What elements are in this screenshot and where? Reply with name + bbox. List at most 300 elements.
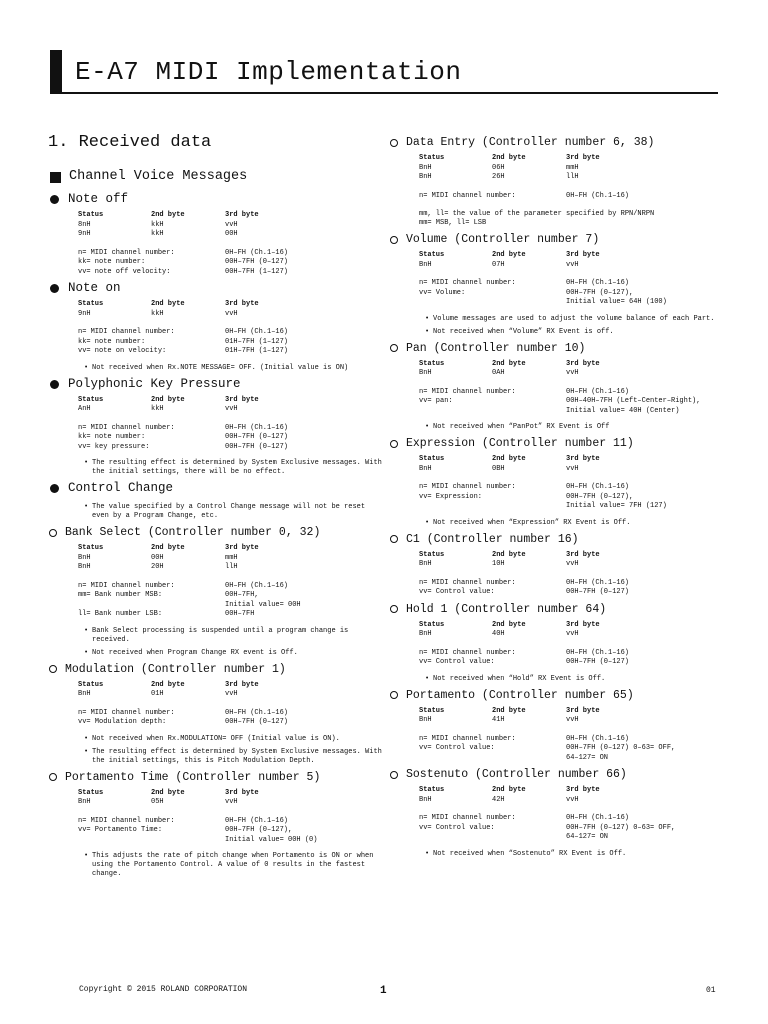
byte-cell: 8nH — [78, 220, 91, 229]
byte-table-row — [78, 405, 383, 415]
message-title-text: Hold 1 (Controller number 64) — [406, 602, 607, 616]
definition-row — [78, 338, 383, 348]
footer-copyright: Copyright © 2015 ROLAND CORPORATION — [79, 985, 248, 994]
parameter-definitions — [419, 649, 734, 668]
column-header: 3rd byte — [225, 680, 259, 689]
message-section — [48, 192, 383, 277]
hollow-bullet-icon — [390, 440, 398, 448]
byte-cell: BnH — [419, 369, 432, 377]
byte-cell: BnH — [78, 690, 91, 698]
definition-key: vv= pan: — [419, 397, 453, 405]
definition-value: 00H–7FH — [225, 610, 255, 618]
definition-value: 00H–7FH (0–127), Initial value= 7FH (127) — [566, 492, 667, 510]
byte-table — [78, 211, 383, 240]
note-item: • Not received when “Expression” RX Event is Off. — [433, 519, 734, 528]
subsection-heading — [48, 168, 383, 186]
definition-key: n= MIDI channel number: — [419, 279, 516, 287]
note-item: • The resulting effect is determined by System Exclusive messages. With the initial settings, there will be no effect. — [92, 459, 383, 477]
byte-cell: vvH — [225, 798, 238, 806]
byte-cell: BnH — [419, 560, 432, 568]
parameter-definitions — [419, 192, 734, 202]
message-title-text: Data Entry (Controller number 6, 38) — [406, 136, 655, 149]
byte-cell: BnH — [419, 795, 432, 804]
message-title-text: Modulation (Controller number 1) — [65, 662, 286, 676]
byte-cell: vvH — [225, 690, 238, 698]
message-title — [389, 602, 734, 617]
column-header: 3rd byte — [566, 706, 600, 715]
definition-row — [419, 735, 734, 745]
left-sections — [48, 192, 383, 879]
definition-key: vv= Portamento Time: — [78, 826, 163, 834]
byte-table-row — [419, 369, 734, 379]
definition-key: n= MIDI channel number: — [78, 708, 175, 717]
definition-row — [78, 328, 383, 338]
byte-table-header — [419, 786, 734, 796]
definition-value: 0H–FH (Ch.1–16) — [225, 328, 289, 336]
definition-value: 00H–7FH (0–127) — [566, 658, 630, 666]
definition-key: kk= note number: — [78, 433, 146, 441]
message-title — [48, 662, 383, 677]
parameter-definitions — [78, 424, 383, 453]
byte-cell: vvH — [566, 260, 579, 269]
byte-table-row — [419, 630, 734, 640]
definition-key: mm= Bank number MSB: — [78, 591, 163, 599]
definition-row — [419, 388, 734, 398]
byte-table-row — [78, 310, 383, 320]
byte-cell: 26H — [492, 173, 505, 181]
column-header: Status — [419, 359, 445, 368]
notes-list — [48, 852, 383, 879]
message-title-text: Volume (Controller number 7) — [406, 233, 600, 246]
message-section — [48, 377, 383, 478]
definition-row — [78, 424, 383, 434]
byte-cell: kkH — [151, 309, 164, 318]
message-title — [389, 232, 734, 247]
byte-table — [419, 551, 734, 570]
byte-cell: 00H — [225, 230, 238, 238]
definition-row — [78, 610, 383, 620]
column-header: Status — [419, 706, 445, 715]
definition-value: 01H–7FH (1–127) — [225, 337, 289, 346]
byte-table-header — [78, 544, 383, 554]
column-header: Status — [419, 154, 445, 162]
footer-code: 01 — [706, 986, 716, 995]
definition-key: kk= note number: — [78, 337, 146, 346]
definition-row — [78, 709, 383, 719]
byte-cell: vvH — [225, 405, 238, 413]
definition-key: vv= Control value: — [419, 744, 495, 752]
definition-row — [419, 658, 734, 668]
byte-table — [419, 621, 734, 640]
byte-cell: 0BH — [492, 464, 505, 473]
byte-table-header — [419, 707, 734, 717]
byte-table-header — [419, 251, 734, 261]
byte-table-row — [78, 563, 383, 573]
definition-key: n= MIDI channel number: — [419, 483, 516, 491]
note-item: • Bank Select processing is suspended until a program change is received. — [92, 627, 383, 645]
note-item: • The value specified by a Control Change message will not be reset even by a Program Change, etc. — [92, 503, 383, 521]
definition-value: 00H–7FH (0–127) — [225, 258, 289, 266]
note-item: • The resulting effect is determined by System Exclusive messages. With the initial settings, this is Pitch Modulation Depth. — [92, 748, 383, 766]
hollow-bullet-icon — [390, 771, 398, 779]
message-title-text: Pan (Controller number 10) — [406, 341, 586, 355]
message-title-text: Portamento Time (Controller number 5) — [65, 770, 321, 784]
definition-key: n= MIDI channel number: — [419, 734, 516, 743]
message-title — [48, 281, 383, 296]
byte-table — [419, 786, 734, 805]
message-section — [48, 481, 383, 521]
column-header: 2nd byte — [492, 154, 526, 162]
definition-key: n= MIDI channel number: — [419, 814, 516, 822]
message-section — [389, 135, 734, 228]
column-header: 3rd byte — [566, 455, 600, 463]
message-title — [389, 135, 734, 150]
byte-cell: BnH — [419, 260, 432, 269]
byte-cell: vvH — [566, 795, 579, 804]
parameter-definitions — [419, 483, 734, 512]
definition-key: n= MIDI channel number: — [78, 423, 175, 432]
column-header: 2nd byte — [492, 550, 526, 559]
byte-cell: 06H — [492, 163, 505, 172]
message-section — [48, 770, 383, 880]
byte-cell: 01H — [151, 690, 164, 698]
column-header: Status — [78, 544, 104, 552]
column-header: 3rd byte — [566, 251, 600, 259]
definition-row — [419, 814, 734, 824]
message-title-text: Note off — [68, 192, 129, 206]
right-sections — [389, 135, 734, 859]
definition-row — [78, 258, 383, 268]
byte-table — [419, 154, 734, 183]
byte-cell: llH — [566, 173, 579, 181]
message-title-text: Note on — [68, 281, 121, 295]
parameter-definitions — [78, 582, 383, 620]
definition-row — [78, 591, 383, 610]
definition-value: 00H–7FH (0–127) — [566, 588, 630, 596]
message-section — [389, 688, 734, 764]
column-header: 3rd byte — [225, 395, 259, 404]
byte-cell: vvH — [566, 630, 579, 638]
notes-list — [389, 519, 734, 528]
message-title-text: Polyphonic Key Pressure — [68, 376, 241, 391]
message-title-text: Portamento (Controller number 65) — [406, 688, 634, 702]
byte-table-header — [419, 154, 734, 164]
notes-list — [389, 850, 734, 859]
byte-table-row — [419, 465, 734, 475]
definition-value: 0H–FH (Ch.1–16) — [566, 734, 630, 743]
column-header: 3rd byte — [566, 620, 600, 629]
hollow-bullet-icon — [390, 535, 398, 543]
column-header: 2nd byte — [151, 395, 185, 404]
definition-row — [419, 588, 734, 598]
message-section — [389, 436, 734, 528]
footer-page-number: 1 — [380, 985, 387, 997]
definition-row — [78, 249, 383, 259]
definition-row — [78, 817, 383, 827]
definition-key: n= MIDI channel number: — [419, 578, 516, 587]
definition-key: n= MIDI channel number: — [78, 581, 175, 590]
filled-bullet-icon — [50, 195, 59, 204]
definition-row — [78, 347, 383, 357]
byte-cell: 41H — [492, 716, 505, 724]
definition-value: 0H–FH (Ch.1–16) — [225, 708, 289, 717]
column-header: Status — [419, 251, 445, 259]
byte-table — [78, 681, 383, 700]
definition-row — [419, 744, 734, 763]
byte-table — [78, 544, 383, 573]
parameter-note-line: mm= MSB, ll= LSB — [419, 219, 487, 227]
column-header: Status — [419, 786, 445, 794]
definition-key: vv= note on velocity: — [78, 347, 167, 355]
notes-list — [48, 364, 383, 373]
message-section — [389, 232, 734, 337]
definition-key: vv= Control value: — [419, 658, 495, 666]
note-item: • Not received when “Hold” RX Event is Off. — [433, 675, 734, 684]
parameter-definitions — [419, 579, 734, 598]
definition-key: vv= Control value: — [419, 588, 495, 596]
byte-table-header — [419, 360, 734, 370]
byte-cell: 00H — [151, 553, 164, 562]
definition-value: 0H–FH (Ch.1–16) — [566, 648, 630, 657]
parameter-definitions — [419, 735, 734, 764]
column-header: Status — [419, 620, 445, 629]
column-header: 2nd byte — [492, 786, 526, 794]
byte-cell: 10H — [492, 560, 505, 568]
definition-value: 0H–FH (Ch.1–16) — [566, 387, 630, 396]
notes-list — [48, 627, 383, 658]
byte-table-header — [419, 455, 734, 465]
definition-value: 0H–FH (Ch.1–16) — [566, 578, 630, 587]
message-title — [48, 525, 383, 540]
column-header: 3rd byte — [225, 300, 259, 308]
definition-key: vv= Expression: — [419, 492, 483, 501]
definition-value: 00H–40H–7FH (Left–Center–Right), Initial value= 40H (Center) — [566, 397, 701, 415]
byte-cell: mmH — [566, 163, 579, 172]
column-header: 3rd byte — [566, 550, 600, 559]
byte-table-row — [78, 690, 383, 700]
definition-value: 00H–7FH (0–127) — [225, 442, 289, 451]
definition-value: 00H–7FH, Initial value= 00H — [225, 591, 301, 609]
byte-cell: 20H — [151, 563, 164, 571]
column-header: 2nd byte — [492, 455, 526, 463]
byte-cell: llH — [225, 563, 238, 571]
hollow-bullet-icon — [390, 139, 398, 147]
column-header: 2nd byte — [151, 211, 185, 219]
message-section — [48, 662, 383, 766]
message-title — [389, 688, 734, 703]
byte-cell: kkH — [151, 220, 164, 229]
byte-table — [78, 396, 383, 415]
definition-row — [419, 483, 734, 493]
byte-table-row — [78, 798, 383, 808]
column-header: 2nd byte — [492, 706, 526, 715]
definition-key: n= MIDI channel number: — [419, 387, 516, 396]
definition-key: n= MIDI channel number: — [78, 328, 175, 336]
byte-cell: 42H — [492, 795, 505, 804]
right-column — [389, 131, 734, 863]
column-header: 3rd byte — [566, 786, 600, 794]
byte-cell: BnH — [419, 716, 432, 724]
note-item: • Not received when “Volume” RX Event is off. — [433, 328, 734, 337]
byte-cell: BnH — [78, 553, 91, 562]
hollow-bullet-icon — [390, 344, 398, 352]
byte-cell: vvH — [566, 560, 579, 568]
column-header: 3rd byte — [225, 544, 259, 552]
byte-table-row — [419, 261, 734, 271]
parameter-definitions — [419, 279, 734, 308]
hollow-bullet-icon — [390, 236, 398, 244]
parameter-note-line: mm, ll= the value of the parameter specified by RPN/NRPN — [419, 210, 655, 218]
message-section — [389, 602, 734, 684]
definition-key: vv= Modulation depth: — [78, 718, 167, 726]
byte-table-header — [78, 211, 383, 221]
byte-table-header — [419, 551, 734, 561]
byte-cell: BnH — [419, 173, 432, 181]
column-header: Status — [78, 788, 104, 797]
column-header: Status — [419, 550, 445, 559]
definition-row — [419, 279, 734, 289]
byte-table-header — [78, 300, 383, 310]
definition-row — [419, 493, 734, 512]
definition-row — [419, 824, 734, 843]
definition-value: 0H–FH (Ch.1–16) — [225, 581, 289, 590]
byte-table-row — [419, 173, 734, 183]
notes-list — [48, 735, 383, 766]
byte-table-header — [78, 396, 383, 406]
byte-table-row — [78, 221, 383, 231]
hollow-bullet-icon — [49, 665, 57, 673]
column-header: Status — [78, 211, 104, 219]
message-title-text: Sostenuto (Controller number 66) — [406, 768, 627, 781]
definition-row — [78, 582, 383, 592]
parameter-definitions — [419, 814, 734, 843]
parameter-notes — [419, 210, 734, 228]
definition-key: ll= Bank number LSB: — [78, 610, 163, 618]
column-header: 2nd byte — [151, 300, 185, 308]
message-title — [389, 532, 734, 547]
left-column — [48, 128, 383, 883]
definition-value: 00H–7FH (0–127), Initial value= 64H (100) — [566, 288, 667, 306]
definition-row — [419, 289, 734, 308]
byte-cell: BnH — [78, 798, 91, 806]
parameter-definitions — [78, 328, 383, 357]
column-header: 3rd byte — [225, 788, 259, 797]
message-section — [389, 341, 734, 433]
byte-table — [419, 707, 734, 726]
hollow-bullet-icon — [49, 773, 57, 781]
column-header: 2nd byte — [151, 680, 185, 689]
definition-key: kk= note number: — [78, 258, 146, 266]
definition-value: 0H–FH (Ch.1–16) — [566, 814, 630, 822]
byte-table-row — [419, 716, 734, 726]
byte-cell: 40H — [492, 630, 505, 638]
column-header: Status — [78, 395, 104, 404]
column-header: 2nd byte — [492, 620, 526, 629]
column-header: 2nd byte — [492, 359, 526, 368]
note-item: • Not received when Rx.NOTE MESSAGE= OFF. (Initial value is ON) — [92, 364, 383, 373]
message-section — [389, 767, 734, 859]
byte-table-row — [419, 796, 734, 806]
note-item: • Not received when Program Change RX event is Off. — [92, 649, 383, 658]
byte-cell: BnH — [78, 563, 91, 571]
byte-table — [78, 789, 383, 808]
message-title-text: Control Change — [68, 481, 174, 495]
definition-key: vv= note off velocity: — [78, 267, 171, 276]
byte-table-row — [419, 560, 734, 570]
byte-cell: AnH — [78, 405, 91, 413]
byte-cell: BnH — [419, 163, 432, 172]
definition-key: vv= Control value: — [419, 823, 495, 832]
definition-value: 00H–7FH (1–127) — [225, 267, 289, 276]
parameter-definitions — [78, 709, 383, 728]
byte-cell: mmH — [225, 553, 238, 562]
definition-value: 00H–7FH (0–127) — [225, 433, 289, 441]
definition-key: vv= Volume: — [419, 288, 466, 297]
title-rule — [50, 92, 718, 94]
column-header: 2nd byte — [492, 251, 526, 259]
byte-cell: vvH — [225, 309, 238, 318]
parameter-definitions — [78, 249, 383, 278]
byte-table-header — [78, 789, 383, 799]
hollow-bullet-icon — [390, 691, 398, 699]
definition-value: 01H–7FH (1–127) — [225, 347, 289, 355]
byte-cell: 07H — [492, 260, 505, 269]
message-title — [48, 770, 383, 785]
byte-table — [419, 251, 734, 270]
notes-list — [389, 423, 734, 432]
byte-cell: vvH — [225, 220, 238, 229]
subsection-heading-text: Channel Voice Messages — [69, 169, 248, 184]
byte-table-header — [419, 621, 734, 631]
byte-cell: kkH — [151, 230, 164, 238]
note-item: • Not received when “Sostenuto” RX Event is Off. — [433, 850, 734, 859]
definition-row — [78, 268, 383, 278]
message-title — [389, 341, 734, 356]
message-title — [389, 436, 734, 451]
byte-table-header — [78, 681, 383, 691]
definition-row — [78, 826, 383, 845]
parameter-definitions — [78, 817, 383, 846]
note-item: • Not received when Rx.MODULATION= OFF (Initial value is ON). — [92, 735, 383, 744]
column-header: 2nd byte — [151, 788, 185, 797]
definition-row — [419, 397, 734, 416]
definition-value: 00H–7FH (0–127), Initial value= 00H (0) — [225, 826, 318, 844]
definition-value: 0H–FH (Ch.1–16) — [225, 248, 289, 257]
definition-key: vv= key pressure: — [78, 442, 150, 451]
byte-table-row — [78, 230, 383, 240]
definition-value: 0H–FH (Ch.1–16) — [225, 423, 289, 432]
column-header: 3rd byte — [566, 359, 600, 368]
column-header: 3rd byte — [225, 211, 259, 219]
square-bullet-icon — [50, 172, 61, 183]
definition-key: n= MIDI channel number: — [78, 816, 175, 825]
byte-cell: vvH — [566, 464, 579, 473]
parameter-definitions — [419, 388, 734, 417]
byte-cell: kkH — [151, 405, 164, 413]
notes-list — [389, 675, 734, 684]
note-item: • Volume messages are used to adjust the volume balance of each Part. — [433, 315, 734, 324]
definition-row — [419, 192, 734, 202]
message-title — [48, 481, 383, 496]
notes-list — [48, 459, 383, 477]
message-title-text: C1 (Controller number 16) — [406, 532, 579, 546]
definition-value: 00H–7FH (0–127) — [225, 718, 289, 726]
definition-row — [419, 649, 734, 659]
column-header: Status — [78, 300, 104, 308]
byte-cell: 0AH — [492, 369, 505, 377]
filled-bullet-icon — [50, 380, 59, 389]
message-section — [48, 281, 383, 373]
